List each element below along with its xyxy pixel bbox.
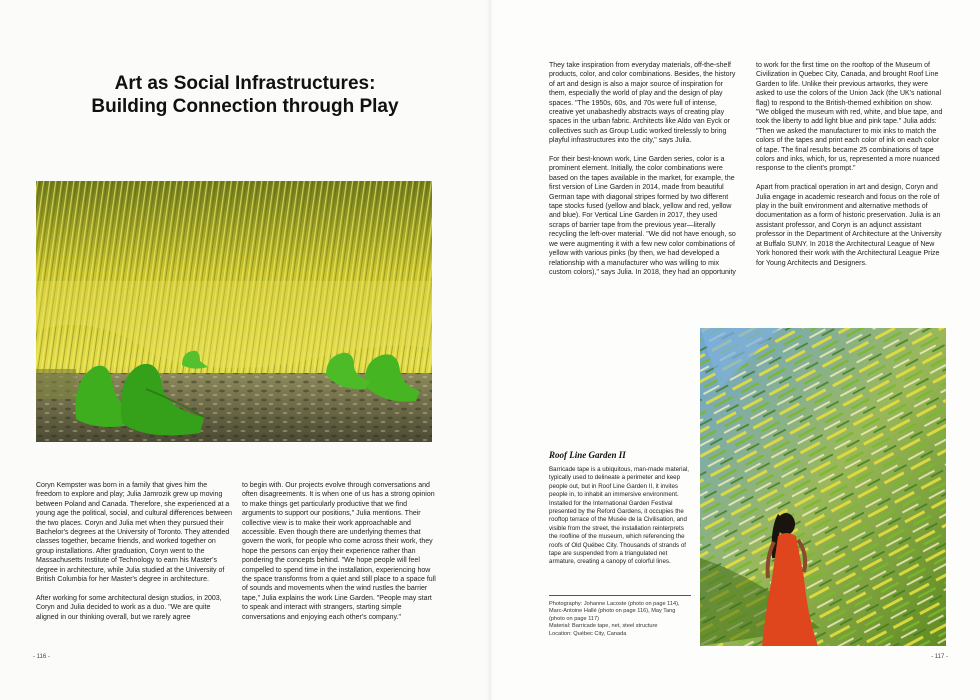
roof-line-garden-photo	[700, 328, 946, 646]
paragraph: They take inspiration from everyday materials, off-the-shelf products, color, and color combinations. Besides, the history of art and design is also a major source of inspiration for them, especially the world of play and the design of play spaces. "The 1950s, 60s, and 70s were full of intense, creative yet unabashedly abstracts ways of creating play spaces in the urban fabric. Architects like Aldo van Eyck or collectives such as Group Ludic worked tirelessly to bring playful infrastructures into the city," says Julia.	[549, 62, 736, 145]
article-title	[80, 72, 410, 118]
paragraph: Apart from practical operation in art and design, Coryn and Julia engage in academic research and focus on the role of play in the built environment and alternative methods of documentation as a form of historic preservation. Julia is an assistant professor, and Coryn is an adjunct assistant professor in the Department of Architecture at the University at Buffalo SUNY. In 2018 the Architectural League of New York honored their work with the Architectural League Prize for Young Architects and Designers.	[756, 184, 942, 267]
caption-divider	[549, 595, 691, 596]
body-column-1	[36, 481, 232, 631]
caption-title: Roof Line Garden II	[549, 450, 626, 460]
page-gutter	[487, 0, 493, 700]
roof-line-garden-illustration	[700, 328, 946, 646]
paragraph: Coryn Kempster was born in a family that gives him the freedom to explore and play; Julia Jamrozik grew up moving between Poland and Canada. Therefore, she experienced at a young age the political, social, and cultural differences between the two places. Coryn and Julia met when they pursued their Bachelor's degrees at the University of Toronto. They attended classes together, became friends, and worked together on group installations. After graduation, Coryn went to the Massachusetts Institute of Technology to earn his Master's degree in architecture, while Julia studied at the University of British Columbia for her Master's degree in architecture.	[36, 482, 232, 584]
credit-material: Material: Barricade tape, net, steel structure	[549, 623, 658, 630]
paragraph: to work for the first time on the rooftop of the Museum of Civilization in Quebec City, Canada, and brought Roof Line Garden to life. Unlike their previous artworks, they were asked to use the colors of the Union Jack (the UK's national flag) to respond to the British-themed exhibition on show. "We obliged the museum with red, white, and blue tape, and took the liberty to add light blue and pink tape." Julia adds: "Then we asked the manufacturer to mix inks to match the colors of the tapes and print each color of ink on each color of tape. The final results became 25 combinations of tape colors and inks, which, for us, represented a more nuanced response to the client's prompt."	[756, 62, 943, 173]
credit-photography: Photography: Johanne Lacoste (photo on page 114), Marc-Antoine Hallé (photo on page 116), May Tang (photo on page 117)	[549, 601, 680, 622]
caption-text: Barricade tape is a ubiquitous, man-made material, typically used to delineate a perimeter and keep people out, but in Roof Line Garden II, it invites people in, to inhabit an immersive environment. Installed for the International Garden Festival presented by the Reford Gardens, it occupies the rooftop terrace of the Musée de la Civilisation, and visible from the street, the installation reinterprets the roofline of the museum, which referencing the roofs of Old Québec City. Thousands of strands of tape are suspended from a triangulated net armature, creating a canopy of colorful lines.	[549, 466, 689, 566]
body-column-3	[549, 61, 739, 287]
title-line-1: Art as Social Infrastructures:	[114, 73, 376, 94]
line-garden-photo	[36, 181, 432, 442]
paragraph: After working for some architectural design studios, in 2003, Coryn and Julia decided to work as a duo. "We are quite aligned in our thinking overall, but we rarely agree	[36, 594, 222, 621]
page-number-left: - 116 -	[33, 654, 50, 660]
title-line-2: Building Connection through Play	[91, 96, 399, 117]
body-column-4	[756, 61, 946, 277]
line-garden-illustration	[36, 181, 432, 442]
page-number-right: - 117 -	[931, 654, 948, 660]
paragraph: to begin with. Our projects evolve through conversations and often disagreements. It is when one of us has a strong opinion to make things get particularly productive that we find arguments to support our positions," Julia mentions. Their collective view is to make their work approachable and accessible. Even though there are underlying themes that govern the work, for people who come across their work, they hope the persons can enjoy their experience rather than pondering the concepts behind. "We hope people will feel compelled to spend time in the installation, experiencing how the space transforms from a quiet and still place to a space full of sounds and movements when the wind rustles the barrier tape," Julia explains the work Line Garden. "People may start to speak and interact with strangers, starting simple conversations and enjoying each other's company."	[242, 482, 436, 621]
body-column-2	[242, 481, 438, 631]
credit-location: Location: Québec City, Canada	[549, 630, 627, 637]
paragraph: For their best-known work, Line Garden series, color is a prominent element. Initially, the color combinations were based on the tapes available in the market, for example, the first version of Line Garden in 2014, made from beautiful German tape with diagonal stripes formed by two different tape stocks fused (yellow and black, yellow and red, yellow and blue). For Vertical Line Garden in 2017, they used scraps of barrier tape from the previous year—literally recycling the left-over material. "We did not have enough, so we were augmenting it with a few new color combinations of yellow with various pinks (by then, we had developed a relationship with a manufacturer who was willing to mix custom colors)," says Julia. In 2018, they had an opportunity	[549, 156, 736, 276]
photo-credits	[549, 601, 691, 638]
